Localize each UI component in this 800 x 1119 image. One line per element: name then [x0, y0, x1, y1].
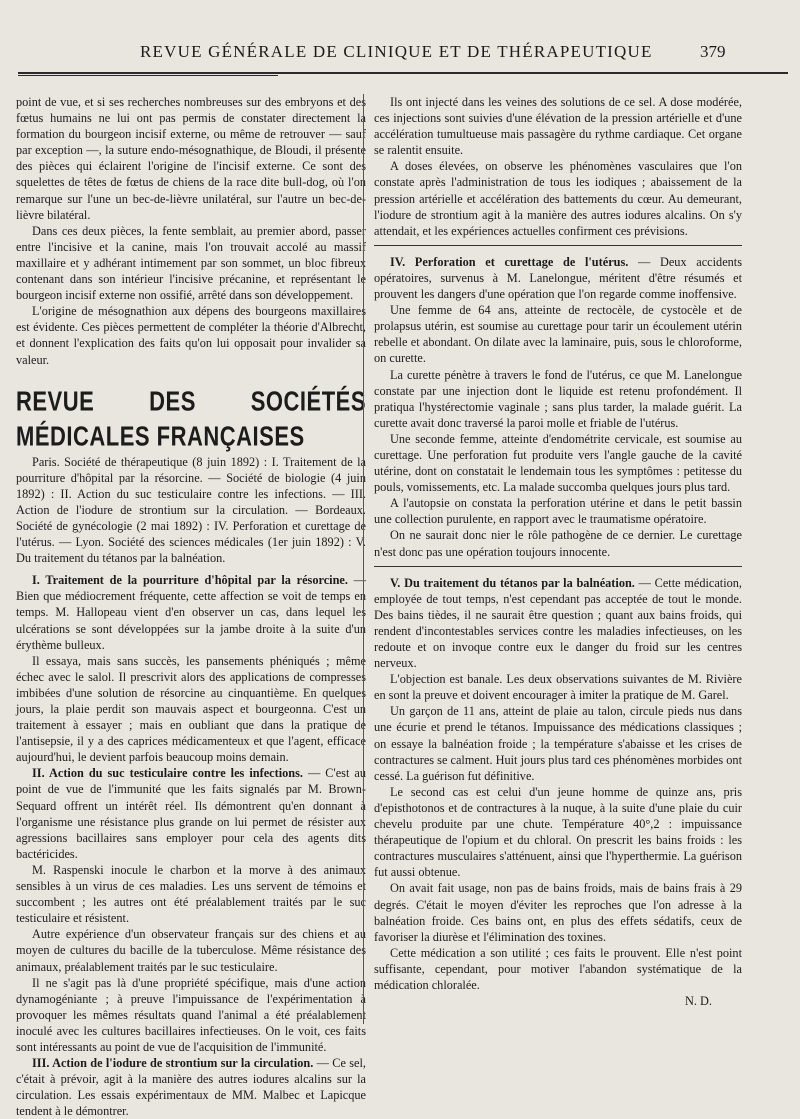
header-rule — [18, 72, 788, 74]
paragraph: Une femme de 64 ans, atteinte de rectocèle, de cystocèle et de prolapsus utérin, est soumise au curettage pour tarir un écoulement utérin rebelle et abondant. On dilate avec la laminaire, puis, sous le chloroforme, on curette. — [374, 303, 742, 366]
section-rule — [374, 245, 742, 246]
section-heading: REVUE DES SOCIÉTÉS MÉDICALES FRANÇAISES — [16, 384, 366, 452]
paragraph: Le second cas est celui d'un jeune homme de quinze ans, pris d'episthotonos et de contractures à la nuque, à la suite d'une plaie du cuir chevelu produite par une chute. Température 40°,2 : impuissance thérapeutique de l'opium et du chloral. On prescrit les bains froids : les contractures musculaires s'atténuent, ainsi que l'hyperthermie. La guérison fut aussi obtenue. — [374, 784, 742, 880]
paragraph — [16, 1055, 366, 1119]
journal-title: REVUE GÉNÉRALE DE CLINIQUE ET DE THÉRAPEUTIQUE — [140, 42, 653, 61]
paragraph: Une seconde femme, atteinte d'endométrite cervicale, est soumise au curettage. Une perforation fut produite vers l'angle gauche de la cavité utérine, dont on constatait le lendemain tous les symptômes : petitesse du pouls, vomissements, etc. La malade succomba quelques jours plus tard. — [374, 431, 742, 495]
paragraph: L'origine de mésognathion aux dépens des bourgeons maxillaires est évidente. Ces pièces permettent de compléter la théorie d'Albrecht, et donnent l'explication des faits qu'on lui opposait pour invalider sa valeur. — [16, 304, 366, 367]
paragraph: Il ne s'agit pas là d'une propriété spécifique, mais d'une action dynamogéniante ; à preuve l'impuissance de l'expérimentation à provoquer les mêmes résultats quand l'animal a été préalablement inoculé avec les cultures bacillaires infectieuses. On le voit, ces faits sont intéressants au point de vue de l'acquisition de l'immunité. — [16, 975, 366, 1054]
column-divider — [363, 94, 364, 1024]
paragraph: Cette médication a son utilité ; ces faits le prouvent. Elle n'est point suffisante, cependant, pour motiver l'abandon systématique de la médication chloralée. — [374, 945, 742, 992]
summary-paragraph: Paris. Société de thérapeutique (8 juin 1892) : I. Traitement de la pourriture d'hôpital par la résorcine. — Société de biologie (4 juin 1892) : II. Action du suc testiculaire contre les infections. — III. Action de l'iodure de strontium sur la circulation. — Bordeaux. Société de gynécologie (2 mai 1892) : IV. Perforation et curettage de l'utérus. — Lyon. Société des sciences médicales (1er juin 1892) : V. Du traitement du tétanos par la balnéation. — [16, 454, 366, 566]
paragraph — [16, 572, 366, 652]
paragraph-text: — C'est au point de vue de l'immunité que les faits signalés par M. Brown-Sequard offrent un intérêt réel. Ils démontrent qu'en donnant à l'organisme une résistance plus grande on lui permet de résister aux agressions bacillaires sans employer pour cela des agents dits bactéricides. — [16, 766, 366, 861]
signature: N. D. — [685, 994, 712, 1009]
right-column — [374, 94, 742, 1009]
header-rule-short — [18, 75, 278, 76]
left-column — [16, 94, 366, 1119]
paragraph: A doses élevées, on observe les phénomènes vasculaires que l'on constate après l'administration de tous les iodiques ; abaissement de la pression artérielle et accélération des battements du cœur. Au demeurant, l'iodure de strontium agit à la manière des autres iodures alcalins. On s'y attendait, et les expériences actuelles confirment ces prévisions. — [374, 159, 742, 238]
running-head — [0, 38, 800, 68]
paragraph: Un garçon de 11 ans, atteint de plaie au talon, circule pieds nus dans une écurie et prend le tétanos. Impuissance des médications classiques ; on essaye la balnéation froide ; la température s'abaisse et les crises de contractures se calment. Huit jours plus tard ces phénomènes morbides ont cessé. La guérison fut définitive. — [374, 704, 742, 783]
paragraph-text: — Ce sel, c'était à prévoir, agit à la manière des autres iodures alcalins sur la circulation. Les essais expérimentaux de MM. Malbec et Lapicque tendent à le démontrer. — [16, 1056, 366, 1119]
paragraph — [374, 575, 742, 672]
paragraph: On avait fait usage, non pas de bains froids, mais de bains frais à 29 degrés. C'était le moyen d'éviter les reproches que l'on adresse à la balnéation froide. Ces bains ont, en plus des effets sédatifs, ceux de favoriser la diurèse et l'élimination des toxines. — [374, 881, 742, 944]
paragraph: L'objection est banale. Les deux observations suivantes de M. Rivière en sont la preuve et doivent encourager à imiter la pratique de M. Garel. — [374, 672, 742, 703]
section-rule — [374, 566, 742, 567]
subsection-title: I. Traitement de la pourriture d'hôpital par la résorcine. — [32, 573, 348, 588]
paragraph-text: — Deux accidents opératoires, survenus à M. Lanelongue, méritent d'être résumés et prouvent les dangers d'une opération que l'on regarde comme inoffensive. — [374, 254, 742, 302]
paragraph-text: — Bien que médiocrement fréquente, cette affection se voit de temps en temps. M. Hallopeau vient d'en observer un cas, dans lequel les ulcérations se sont développées sur la jambe droite à la suite d'un érythème bulleux. — [16, 573, 366, 652]
subsection-title: IV. Perforation et curettage de l'utérus. — [390, 254, 629, 269]
subsection-title: III. Action de l'iodure de strontium sur la circulation. — [32, 1056, 314, 1071]
page-number: 379 — [700, 42, 726, 61]
paragraph: La curette pénètre à travers le fond de l'utérus, ce que M. Lanelongue constate par une injection dont le liquide est retenu profondément. Il pratiqua l'hystérectomie vaginale ; sans plus tarder, la malade guérit. La curette avait donc traversé la paroi molle et friable de l'utérus. — [374, 367, 742, 430]
paragraph: Dans ces deux pièces, la fente semblait, au premier abord, passer entre l'incisive et la canine, mais l'on trouvait accolé au massif maxillaire et y adhérant intimement par son sommet, un bloc fibreux contenant dans son intérieur l'incisive précanine, et représentant le bourgeon incisif externe non ossifié, arrêté dans son développement. — [16, 223, 366, 303]
paragraph: Il essaya, mais sans succès, les pansements phéniqués ; même échec avec le salol. Il prescrivit alors des applications de compresses imbibées d'une solution de résorcine au cinquantième. En quelques jours, la plaie perdit son mauvais aspect et bourgeonna. C'est un traitement à essayer ; mais en oubliant que dans la pratique de l'antisepsie, il y a des caprices médicamenteux et que l'agent, efficace aujourd'hui, le devient parfois beaucoup moins demain. — [16, 653, 366, 765]
subsection-title: II. Action du suc testiculaire contre les infections. — [32, 766, 303, 781]
paragraph-text: — Cette médication, employée de tout temps, n'est cependant pas acceptée de tout le monde. Des bains tièdes, il ne saurait être question ; quant aux bains froids, qui rendent d'incontestables services contre les maladies infectieuses, on les redoute et on invoque contre eux le danger du froid sur les centres nerveux. — [374, 575, 743, 671]
paragraph — [16, 765, 366, 862]
subsection-title: V. Du traitement du tétanos par la balnéation. — [390, 575, 635, 590]
paragraph: point de vue, et si ses recherches nombreuses sur des embryons et des fœtus humains ne lui ont pas permis de constater directement la formation du bourgeon incisif externe, ou même de retrouver — sauf par exception —, la suture endo-mésognathique, de Bloudi, il présente des pièces qui éclairent l'origine de l'incisif externe. Ce sont des squelettes de têtes de fœtus de chiens de la race dite bull-dog, où l'on remarque sur l'une un bec-de-lièvre unilatéral, sur l'autre un bec-de-lièvre bilatéral. — [16, 95, 366, 222]
paragraph: Autre expérience d'un observateur français sur des chiens et au moyen de cultures du bacille de la tuberculose. Même résistance des animaux, préalablement traités par le suc testiculaire. — [16, 927, 366, 974]
paragraph: A l'autopsie on constata la perforation utérine et dans le petit bassin une collection purulente, en rapport avec le traumatisme opératoire. — [374, 496, 742, 527]
paragraph: Ils ont injecté dans les veines des solutions de ce sel. A dose modérée, ces injections sont suivies d'une élévation de la pression artérielle et d'une accélération tumultueuse mais passagère du rythme cardiaque. Cet organe se ralentit ensuite. — [374, 95, 742, 158]
paragraph: M. Raspenski inocule le charbon et la morve à des animaux sensibles à un virus de ces maladies. Les uns servent de témoins et succombent ; les autres ont été préalablement traités par le suc testiculaire et résistent. — [16, 862, 366, 926]
paragraph — [374, 254, 742, 302]
paragraph: On ne saurait donc nier le rôle pathogène de ce dernier. Le curettage n'est donc pas une opération toujours innocente. — [374, 528, 742, 559]
